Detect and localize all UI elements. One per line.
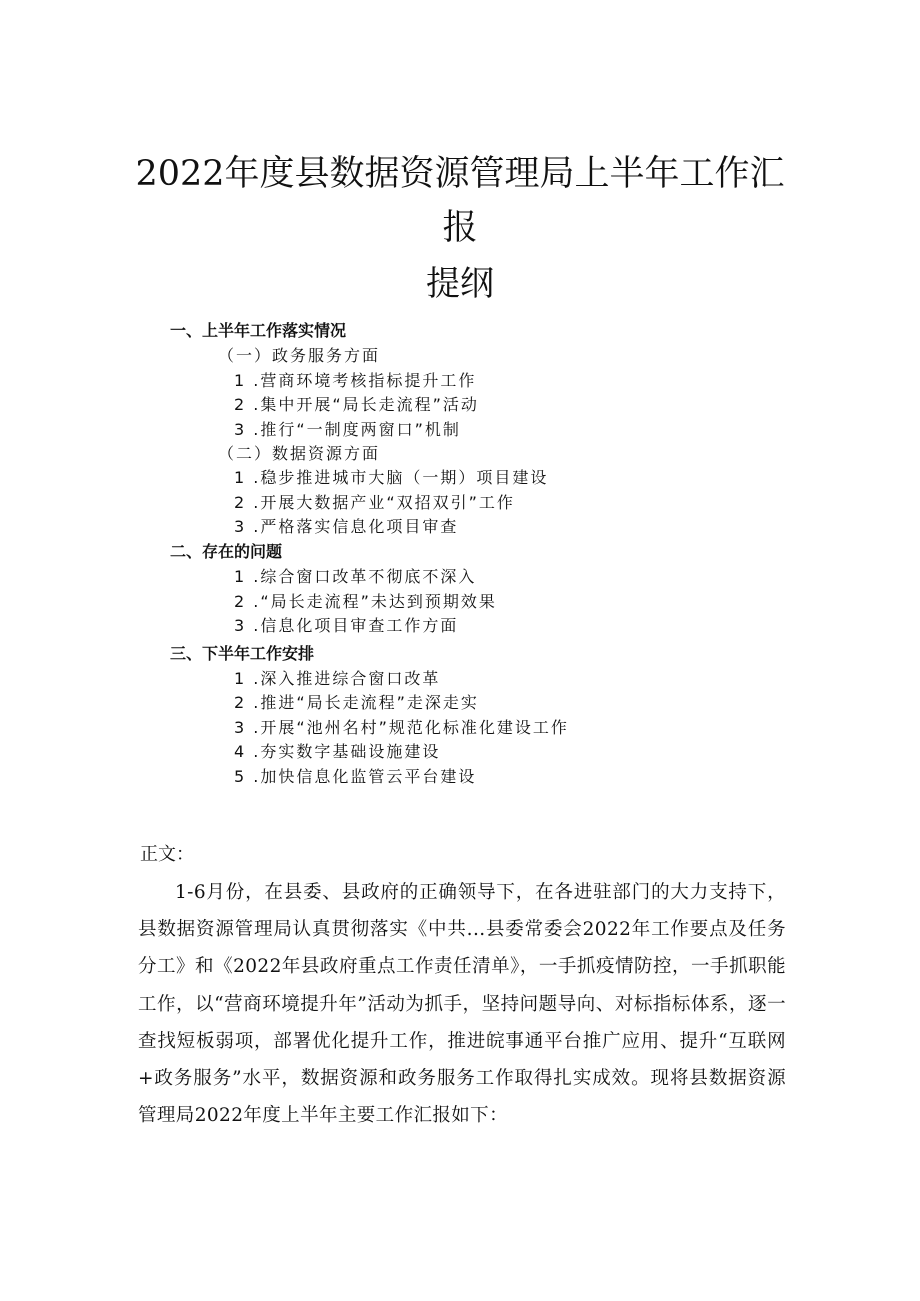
outline-item: 1 .深入推进综合窗口改革 [234,669,441,688]
outline-section-1: 一、上半年工作落实情况 [170,321,347,340]
outline-section-2: 二、存在的问题 [170,542,283,561]
body-paragraph: 1-6月份，在县委、县政府的正确领导下，在各进驻部门的大力支持下，县数据资源管理局认真贯彻落实《中共...县委常委会2022年工作要点及任务分工》和《2022年县政府重点工作责任清单》，一手抓疫情防控，一手抓职能工作，以“营商环境提升年”活动为抓手，坚持问题导向、对标指标体系，逐一查找短板弱项，部署优化提升工作，推进皖事通平台推广应用、提升“互联网+政务服务”水平，数据资源和政务服务工作取得扎实成效。现将县数据资源管理局2022年度上半年主要工作汇报如下： [138,882,786,1127]
outline-item: 5 .加快信息化监管云平台建设 [234,767,477,786]
outline-item: 2 .开展大数据产业“双招双引”工作 [234,493,515,512]
outline-item: 2 .“局长走流程”未达到预期效果 [234,592,497,611]
outline-item: 1 .稳步推进城市大脑（一期）项目建设 [234,468,549,487]
outline-item: 2 .推进“局长走流程”走深走实 [234,693,479,712]
document-title-line2: 报 [442,208,478,248]
outline-item: 3 .推行“一制度两窗口”机制 [234,420,461,439]
document-title-line1: 2022年度县数据资源管理局上半年工作汇 [135,154,785,194]
outline-item: 2 .集中开展“局长走流程”活动 [234,395,479,414]
outline-item: 3 .严格落实信息化项目审查 [234,517,459,536]
outline-section-3: 三、下半年工作安排 [170,644,315,663]
outline-item: 3 .开展“池州名村”规范化标准化建设工作 [234,718,569,737]
outline-item: 3 .信息化项目审查工作方面 [234,616,459,635]
outline-subsection-1-1: （一）政务服务方面 [218,346,381,365]
outline-item: 1 .综合窗口改革不彻底不深入 [234,567,477,586]
document-subtitle: 提纲 [426,264,494,304]
body-label: 正文： [140,844,194,865]
outline-item: 4 .夯实数字基础设施建设 [234,742,441,761]
outline-item: 1 .营商环境考核指标提升工作 [234,371,477,390]
document-title [0,150,920,252]
outline-subsection-1-2: （二）数据资源方面 [218,444,381,463]
